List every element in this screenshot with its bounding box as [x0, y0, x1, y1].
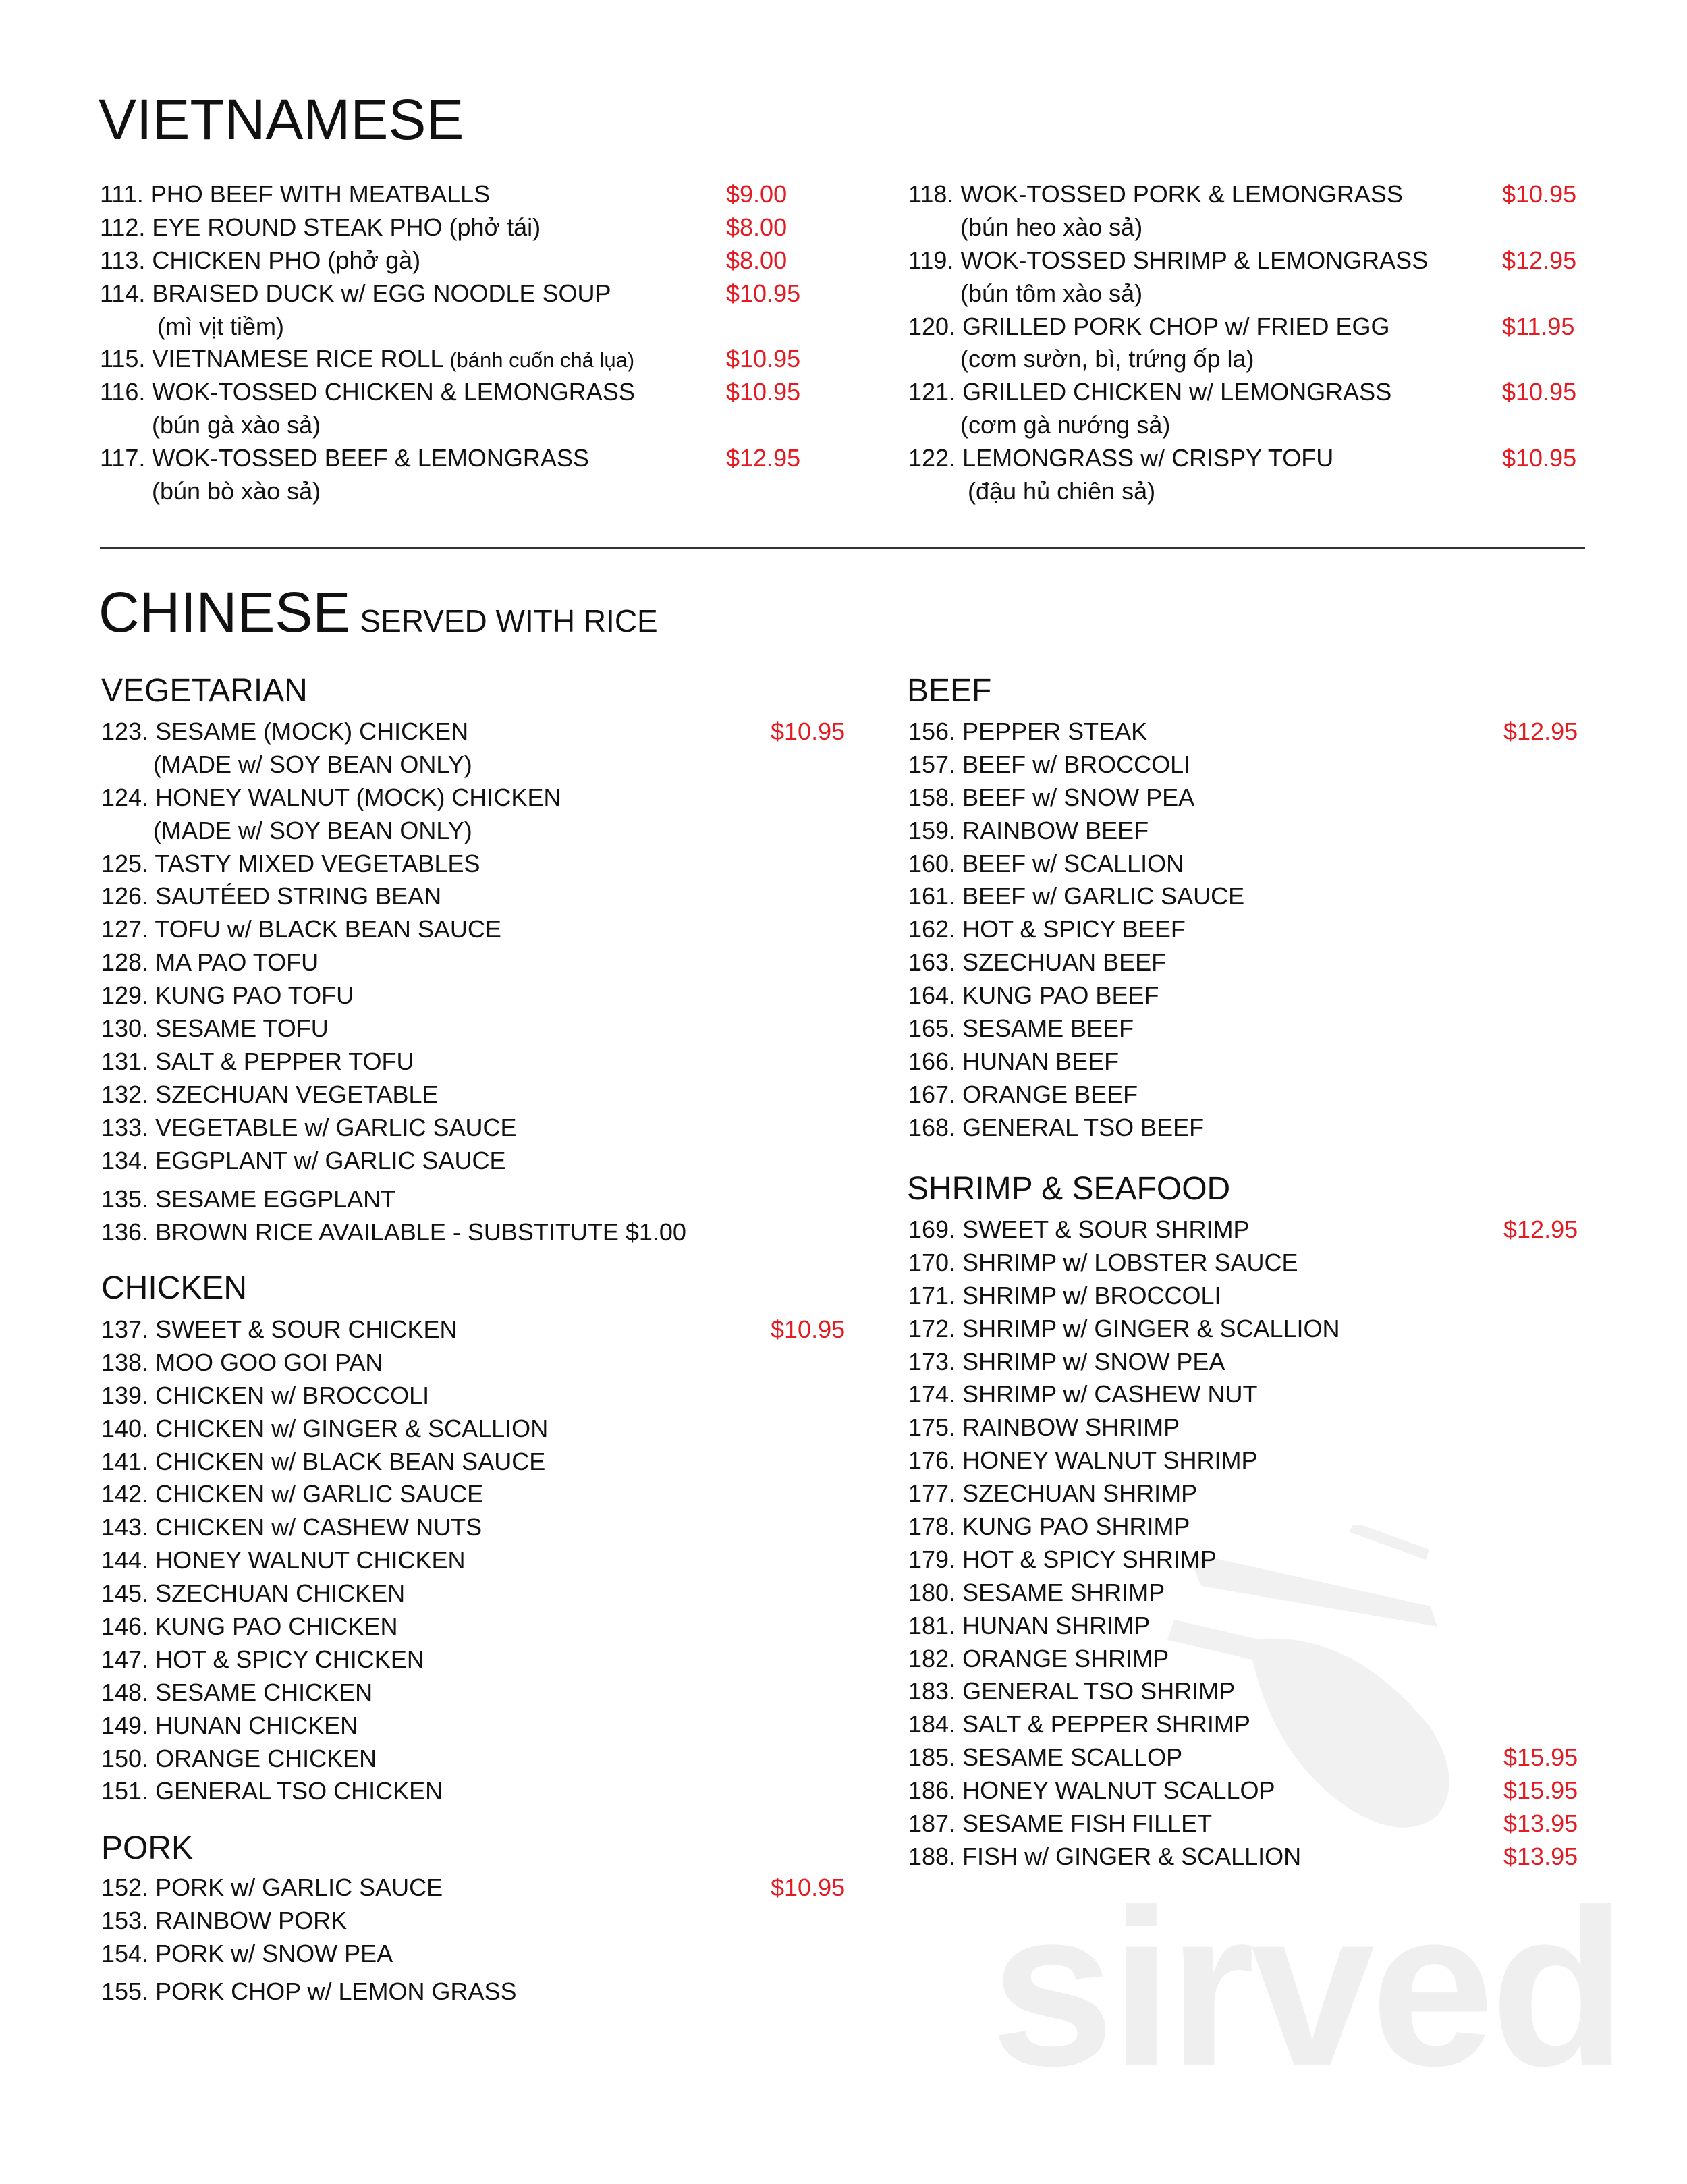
vietnamese-title: VIETNAMESE — [99, 88, 464, 151]
menu-item-name: 112. EYE ROUND STEAK PHO (phở tái) — [100, 213, 541, 241]
menu-item-name: 168. GENERAL TSO BEEF — [908, 1113, 1205, 1141]
menu-item — [908, 1247, 1340, 1280]
menu-item-name: 125. TASTY MIXED VEGETABLES — [101, 849, 480, 877]
menu-item-name: 164. KUNG PAO BEEF — [908, 981, 1159, 1010]
menu-item — [101, 1346, 548, 1380]
menu-item-price: $10.95 — [726, 279, 801, 307]
menu-item — [908, 979, 1244, 1012]
menu-item-name: 146. KUNG PAO CHICKEN — [101, 1612, 398, 1641]
menu-item-note: (bún heo xào sả) — [960, 213, 1143, 241]
menu-item-note: (cơm gà nướng sả) — [960, 411, 1171, 439]
menu-item-name: 116. WOK-TOSSED CHICKEN & LEMONGRASS — [100, 378, 635, 406]
vegetarian-list-continued — [101, 1183, 686, 1249]
menu-item-name: 156. PEPPER STEAK — [908, 717, 1148, 745]
menu-item-price: $9.00 — [726, 180, 787, 208]
menu-item — [908, 1708, 1340, 1741]
menu-item-name: 184. SALT & PEPPER SHRIMP — [908, 1710, 1250, 1739]
menu-item-name: 111. PHO BEEF WITH MEATBALLS — [100, 180, 491, 208]
menu-item-name: 128. MA PAO TOFU — [101, 948, 319, 977]
menu-item — [100, 343, 801, 376]
menu-item-name: 157. BEEF w/ BROCCOLI — [908, 750, 1191, 778]
menu-item — [101, 1743, 548, 1776]
menu-item — [101, 1710, 548, 1743]
menu-item — [100, 211, 787, 244]
menu-item — [101, 1446, 548, 1479]
menu-item — [908, 1112, 1244, 1145]
menu-item-name: 129. KUNG PAO TOFU — [101, 981, 354, 1010]
menu-item-price: $10.95 — [771, 1315, 846, 1343]
menu-item — [908, 1675, 1340, 1708]
vegetarian-heading: VEGETARIAN — [101, 673, 308, 709]
menu-item — [101, 1676, 548, 1710]
menu-item — [908, 310, 1575, 344]
pork-heading: PORK — [101, 1830, 194, 1866]
menu-item-name: 163. SZECHUAN BEEF — [908, 948, 1167, 977]
menu-item — [101, 848, 561, 881]
menu-item-name: 170. SHRIMP w/ LOBSTER SAUCE — [908, 1248, 1298, 1276]
menu-item — [908, 178, 1577, 211]
vegetarian-list — [101, 715, 846, 1177]
menu-item — [101, 1975, 517, 2009]
menu-item-note: (mì vịt tiềm) — [157, 312, 284, 340]
menu-item — [908, 1313, 1340, 1346]
menu-item-name: 162. HOT & SPICY BEEF — [908, 915, 1186, 944]
menu-item-price: $12.95 — [1502, 246, 1577, 274]
menu-item — [101, 1079, 561, 1112]
menu-item-name: 180. SESAME SHRIMP — [908, 1578, 1165, 1606]
menu-item — [908, 1444, 1340, 1477]
menu-item-name: 169. SWEET & SOUR SHRIMP — [908, 1216, 1250, 1243]
menu-item — [100, 442, 801, 475]
menu-item — [908, 1213, 1578, 1247]
menu-item — [908, 782, 1244, 815]
menu-item-name: 150. ORANGE CHICKEN — [101, 1744, 377, 1772]
menu-item-name: 145. SZECHUAN CHICKEN — [101, 1579, 406, 1608]
menu-item-name: 131. SALT & PEPPER TOFU — [101, 1047, 414, 1075]
menu-item-name: 118. WOK-TOSSED PORK & LEMONGRASS — [908, 180, 1403, 208]
chicken-list — [101, 1313, 846, 1808]
menu-item — [908, 1643, 1340, 1676]
menu-item — [908, 1079, 1244, 1112]
menu-item — [101, 1413, 548, 1446]
menu-item-name: 143. CHICKEN w/ CASHEW NUTS — [101, 1513, 482, 1541]
seafood-heading: SHRIMP & SEAFOOD — [907, 1171, 1231, 1207]
menu-item-name: 185. SESAME SCALLOP — [908, 1743, 1183, 1772]
menu-item-name: 134. EGGPLANT w/ GARLIC SAUCE — [101, 1146, 506, 1174]
menu-item-price: $8.00 — [726, 246, 787, 274]
chicken-heading: CHICKEN — [101, 1270, 248, 1306]
menu-item — [908, 913, 1244, 946]
menu-item — [101, 1145, 561, 1178]
menu-item-name: 133. VEGETABLE w/ GARLIC SAUCE — [101, 1113, 517, 1141]
section-divider — [100, 547, 1585, 549]
menu-item-price: $10.95 — [1502, 444, 1577, 472]
menu-item — [101, 782, 561, 815]
menu-item-name: 138. MOO GOO GOI PAN — [101, 1348, 383, 1376]
menu-item-note: (MADE w/ SOY BEAN ONLY) — [153, 816, 472, 844]
menu-item — [101, 1112, 561, 1145]
menu-item — [908, 1045, 1244, 1079]
menu-item — [101, 1643, 548, 1676]
menu-item — [908, 1577, 1340, 1610]
menu-item — [101, 715, 846, 748]
menu-item — [908, 1807, 1578, 1840]
menu-item-name: 160. BEEF w/ SCALLION — [908, 849, 1184, 877]
menu-item — [101, 1478, 548, 1511]
menu-item — [908, 1378, 1340, 1411]
menu-item — [101, 1216, 686, 1249]
menu-item — [908, 848, 1244, 881]
menu-item — [101, 1905, 443, 1938]
menu-item-name: 177. SZECHUAN SHRIMP — [908, 1479, 1198, 1508]
menu-item-name: 173. SHRIMP w/ SNOW PEA — [908, 1347, 1225, 1375]
menu-item-name: 181. HUNAN SHRIMP — [908, 1611, 1151, 1639]
menu-item-name: 161. BEEF w/ GARLIC SAUCE — [908, 882, 1245, 910]
menu-item-price: $12.95 — [1503, 717, 1578, 745]
menu-item-note: (bún tôm xào sả) — [960, 279, 1143, 307]
menu-item-name: 155. PORK CHOP w/ LEMON GRASS — [101, 1977, 517, 2005]
menu-item-name: 175. RAINBOW SHRIMP — [908, 1413, 1180, 1442]
menu-item-name: 141. CHICKEN w/ BLACK BEAN SAUCE — [101, 1447, 546, 1475]
pork-list — [101, 1872, 846, 1971]
menu-item-name: 126. SAUTÉED STRING BEAN — [101, 882, 442, 910]
menu-item — [101, 979, 561, 1012]
menu-item-note: (bún gà xào sả) — [152, 411, 321, 439]
menu-item — [908, 815, 1244, 848]
menu-item — [101, 1577, 548, 1610]
menu-item — [908, 880, 1244, 913]
menu-item-name: 148. SESAME CHICKEN — [101, 1678, 373, 1706]
menu-item-name: 166. HUNAN BEEF — [908, 1047, 1119, 1075]
menu-item — [101, 1938, 443, 1971]
menu-item — [101, 946, 561, 979]
menu-item-name: 188. FISH w/ GINGER & SCALLION — [908, 1842, 1302, 1870]
menu-item — [908, 1544, 1340, 1577]
menu-item-name: 153. RAINBOW PORK — [101, 1906, 348, 1934]
menu-item-name: 182. ORANGE SHRIMP — [908, 1644, 1169, 1672]
menu-item-price: $15.95 — [1503, 1776, 1578, 1805]
menu-item-name: 135. SESAME EGGPLANT — [101, 1185, 396, 1213]
menu-item-price: $10.95 — [1502, 180, 1577, 208]
menu-item — [101, 1012, 561, 1045]
watermark-logo: sirved — [991, 1863, 1623, 2112]
menu-item-name: 120. GRILLED PORK CHOP w/ FRIED EGG — [908, 312, 1390, 340]
menu-item-price: $8.00 — [726, 213, 787, 241]
menu-item-note: (bún bò xào sả) — [152, 477, 321, 506]
menu-item-name: 144. HONEY WALNUT CHICKEN — [101, 1546, 466, 1575]
menu-item-price: $12.95 — [726, 444, 801, 472]
menu-item-price: $10.95 — [771, 717, 846, 745]
menu-item — [101, 1313, 846, 1346]
menu-item-name: 154. PORK w/ SNOW PEA — [101, 1939, 393, 1967]
menu-item-name: 159. RAINBOW BEEF — [908, 816, 1149, 844]
menu-item-name: 178. KUNG PAO SHRIMP — [908, 1512, 1190, 1541]
menu-item-name: 167. ORANGE BEEF — [908, 1080, 1138, 1108]
menu-item-price: $11.95 — [1502, 312, 1575, 340]
menu-item — [100, 277, 801, 310]
menu-item-name: 115. VIETNAMESE RICE ROLL — [100, 345, 443, 373]
menu-item-price: $13.95 — [1503, 1842, 1578, 1870]
chinese-subtitle: SERVED WITH RICE — [360, 603, 658, 638]
menu-item — [101, 880, 561, 913]
menu-item — [908, 244, 1577, 277]
menu-item-name: 151. GENERAL TSO CHICKEN — [101, 1777, 443, 1805]
menu-item — [101, 1872, 846, 1905]
menu-item — [101, 1380, 548, 1413]
menu-item-name: 186. HONEY WALNUT SCALLOP — [908, 1776, 1275, 1805]
menu-item-price: $10.95 — [771, 1874, 846, 1901]
seafood-list — [908, 1213, 1578, 1874]
menu-item — [100, 244, 787, 277]
vietnamese-right-column — [908, 178, 1577, 508]
menu-item — [908, 442, 1577, 475]
menu-item-price: $10.95 — [1502, 378, 1577, 406]
menu-item — [908, 715, 1578, 748]
menu-item-name: 165. SESAME BEEF — [908, 1014, 1134, 1043]
menu-item — [101, 1610, 548, 1643]
menu-item-name: 187. SESAME FISH FILLET — [908, 1809, 1213, 1838]
menu-item-name: 127. TOFU w/ BLACK BEAN SAUCE — [101, 915, 501, 944]
menu-item — [908, 748, 1244, 782]
menu-item — [908, 1774, 1578, 1807]
vietnamese-left-column — [100, 178, 801, 508]
menu-item-name: 171. SHRIMP w/ BROCCOLI — [908, 1281, 1221, 1309]
menu-item — [101, 913, 561, 946]
menu-item-name: 136. BROWN RICE AVAILABLE - SUBSTITUTE $1.00 — [101, 1218, 686, 1246]
menu-item — [101, 1183, 686, 1216]
menu-item — [908, 1346, 1340, 1379]
menu-item-name: 147. HOT & SPICY CHICKEN — [101, 1645, 424, 1673]
menu-item-name: 179. HOT & SPICY SHRIMP — [908, 1545, 1217, 1573]
menu-item-name: 122. LEMONGRASS w/ CRISPY TOFU — [908, 444, 1334, 472]
menu-item-price: $10.95 — [726, 378, 801, 406]
menu-item-note: (cơm sườn, bì, trứng ốp la) — [960, 345, 1254, 373]
menu-item-price: $10.95 — [726, 345, 801, 373]
menu-item — [100, 178, 787, 211]
menu-item-name: 183. GENERAL TSO SHRIMP — [908, 1677, 1236, 1705]
menu-item-name: 142. CHICKEN w/ GARLIC SAUCE — [101, 1480, 484, 1508]
menu-item — [908, 1610, 1340, 1643]
menu-item — [101, 1511, 548, 1544]
menu-item — [908, 946, 1244, 979]
menu-item-name: 117. WOK-TOSSED BEEF & LEMONGRASS — [100, 444, 589, 472]
menu-item-name: 119. WOK-TOSSED SHRIMP & LEMONGRASS — [908, 246, 1429, 274]
chinese-title — [99, 580, 658, 649]
menu-item — [101, 1045, 561, 1079]
menu-item-inline-note: (bánh cuốn chả lụa) — [449, 348, 635, 373]
menu-item-name: 132. SZECHUAN VEGETABLE — [101, 1080, 439, 1108]
menu-item-name: 158. BEEF w/ SNOW PEA — [908, 783, 1195, 811]
menu-item-name: 174. SHRIMP w/ CASHEW NUT — [908, 1380, 1258, 1409]
menu-item-price: $13.95 — [1503, 1809, 1578, 1838]
menu-item-name: 152. PORK w/ GARLIC SAUCE — [101, 1874, 443, 1901]
menu-item-name: 139. CHICKEN w/ BROCCOLI — [101, 1381, 430, 1409]
menu-item — [908, 1741, 1578, 1774]
menu-item — [908, 1477, 1340, 1510]
menu-item — [908, 1280, 1340, 1313]
beef-heading: BEEF — [907, 673, 992, 709]
menu-item-price: $12.95 — [1503, 1216, 1578, 1243]
menu-item — [908, 1840, 1578, 1874]
menu-item — [101, 1544, 548, 1577]
menu-item — [908, 1510, 1340, 1544]
chinese-title-text: CHINESE — [99, 580, 351, 644]
pork-list-continued — [101, 1975, 517, 2009]
menu-item — [100, 376, 801, 409]
menu-item-name: 137. SWEET & SOUR CHICKEN — [101, 1315, 458, 1343]
menu-item-name: 114. BRAISED DUCK w/ EGG NOODLE SOUP — [100, 279, 611, 307]
menu-item-note: (MADE w/ SOY BEAN ONLY) — [153, 750, 472, 778]
menu-item-name: 130. SESAME TOFU — [101, 1014, 329, 1043]
menu-item-name: 121. GRILLED CHICKEN w/ LEMONGRASS — [908, 378, 1392, 406]
menu-item — [908, 1411, 1340, 1444]
beef-list — [908, 715, 1578, 1145]
menu-item — [908, 1012, 1244, 1045]
menu-item-name: 123. SESAME (MOCK) CHICKEN — [101, 717, 469, 745]
menu-item-note: (đậu hủ chiên sả) — [968, 477, 1156, 506]
menu-item-name: 149. HUNAN CHICKEN — [101, 1711, 358, 1739]
menu-item-name: 113. CHICKEN PHO (phở gà) — [100, 246, 421, 274]
menu-item — [101, 1775, 548, 1808]
menu-item-name: 172. SHRIMP w/ GINGER & SCALLION — [908, 1314, 1340, 1342]
menu-item-name: 124. HONEY WALNUT (MOCK) CHICKEN — [101, 783, 561, 811]
menu-item-price: $15.95 — [1503, 1743, 1578, 1772]
menu-item — [908, 376, 1577, 409]
menu-item-name: 176. HONEY WALNUT SHRIMP — [908, 1446, 1258, 1475]
menu-item-name: 140. CHICKEN w/ GINGER & SCALLION — [101, 1414, 549, 1442]
